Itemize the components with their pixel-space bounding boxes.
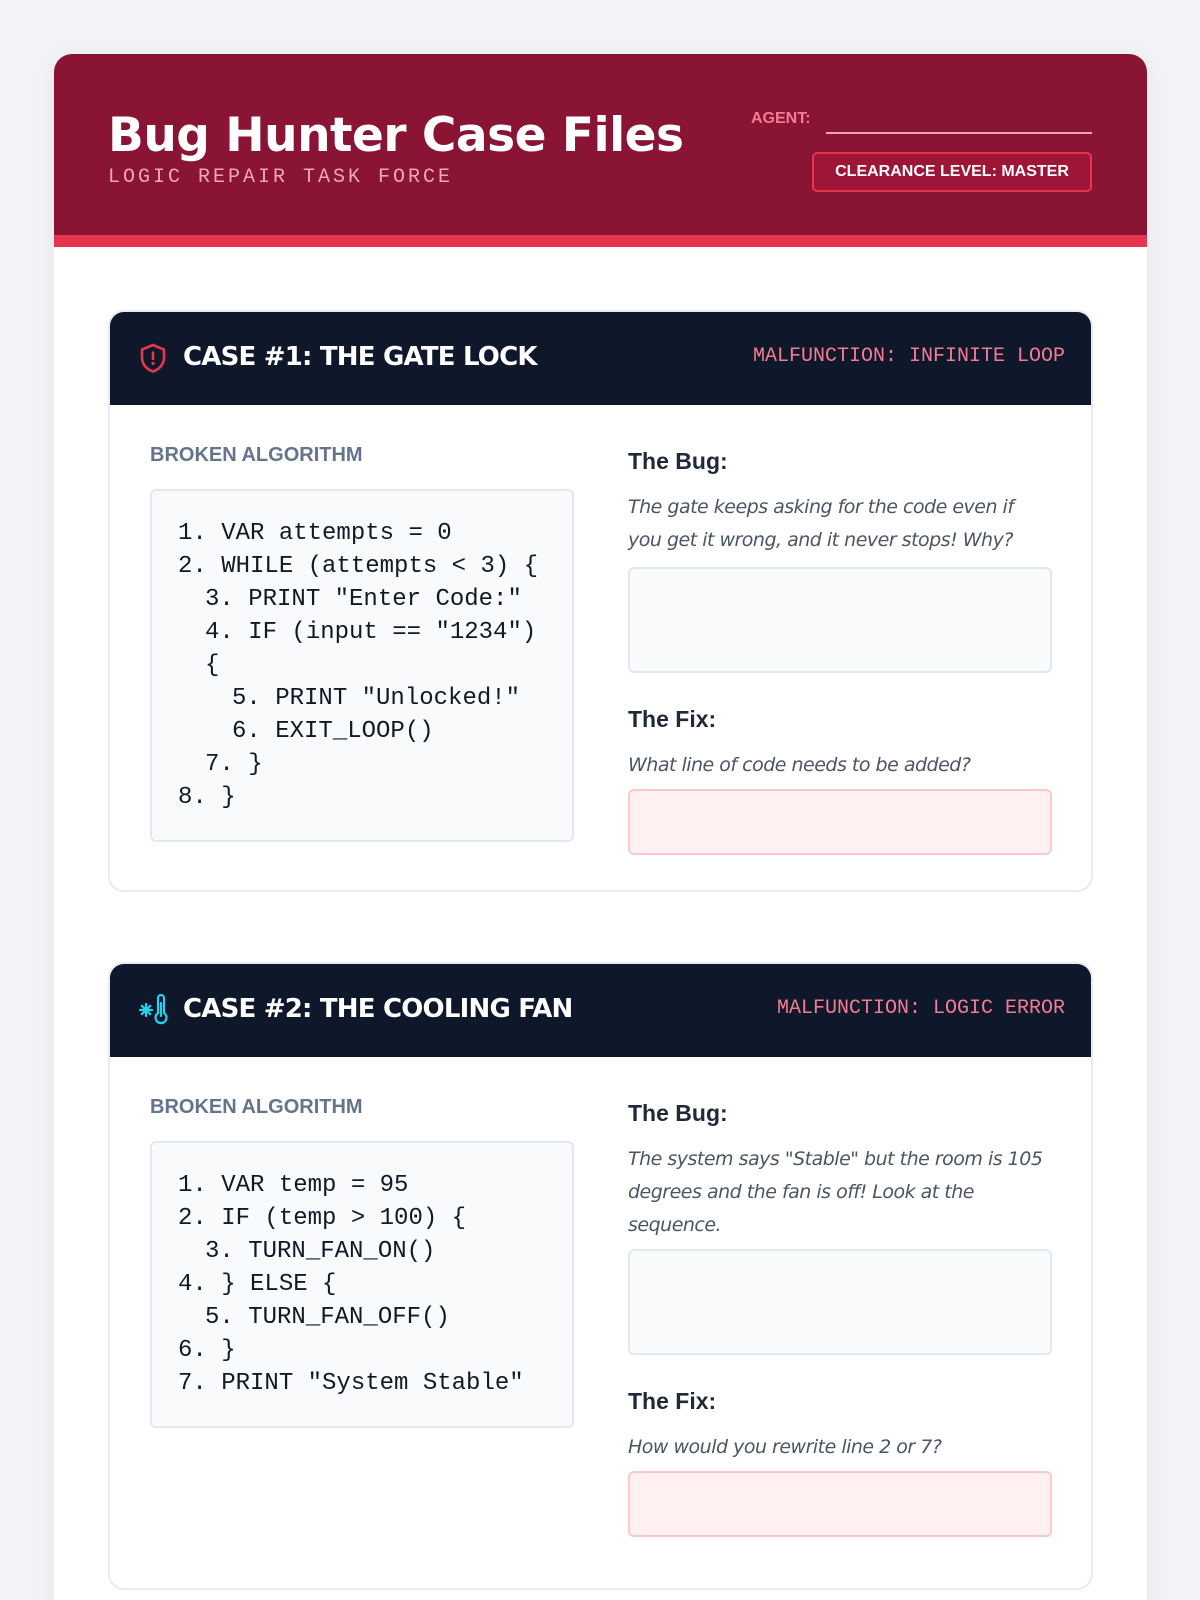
clearance-badge: CLEARANCE LEVEL: MASTER <box>812 152 1092 192</box>
code-line: 1. VAR attempts = 0 <box>178 520 452 547</box>
code-line: 4. } ELSE { <box>178 1271 337 1298</box>
code-line: 3. TURN_FAN_ON() <box>205 1238 436 1265</box>
algorithm-label: BROKEN ALGORITHM <box>150 1096 363 1118</box>
code-line: 1. VAR temp = 95 <box>178 1172 409 1199</box>
fix-answer-box[interactable] <box>628 1471 1052 1537</box>
code-line: 5. PRINT "Unlocked!" <box>232 685 521 712</box>
case-card-1 <box>108 310 1093 892</box>
bug-heading: The Bug: <box>628 448 728 474</box>
case-header <box>110 964 1091 1057</box>
fix-answer-box[interactable] <box>628 789 1052 855</box>
code-line: { <box>205 652 220 679</box>
code-line: 7. PRINT "System Stable" <box>178 1370 524 1397</box>
bug-question: The system says "Stable" but the room is 105 degrees and the fan is off! Look at the sequence. <box>628 1148 1043 1236</box>
page-subtitle: LOGIC REPAIR TASK FORCE <box>108 166 454 189</box>
bug-answer-box[interactable] <box>628 1249 1052 1355</box>
code-block <box>150 1141 574 1428</box>
code-line: 6. } <box>178 1337 236 1364</box>
code-line: 8. } <box>178 784 236 811</box>
code-line: 2. IF (temp > 100) { <box>178 1205 467 1232</box>
bug-question: The gate keeps asking for the code even if you get it wrong, and it never stops! Why? <box>628 496 1014 551</box>
case-files-worksheet <box>54 54 1147 1600</box>
case-title: CASE #2: THE COOLING FAN <box>183 994 573 1024</box>
thermometer-snowflake-icon <box>138 994 168 1026</box>
code-line: 2. WHILE (attempts < 3) { <box>178 553 539 580</box>
algorithm-label: BROKEN ALGORITHM <box>150 444 363 466</box>
fix-question: What line of code needs to be added? <box>628 754 971 776</box>
page-header <box>54 54 1147 247</box>
case-header <box>110 312 1091 405</box>
case-card-2 <box>108 962 1093 1590</box>
code-line: 5. TURN_FAN_OFF() <box>205 1304 450 1331</box>
code-line: 7. } <box>205 751 263 778</box>
malfunction-label: MALFUNCTION: INFINITE LOOP <box>752 345 1065 368</box>
malfunction-label: MALFUNCTION: LOGIC ERROR <box>776 997 1065 1020</box>
fix-heading: The Fix: <box>628 1388 717 1414</box>
agent-label: AGENT: <box>751 110 811 127</box>
agent-name-field[interactable] <box>826 132 1092 134</box>
code-line: 4. IF (input == "1234") <box>205 619 537 646</box>
bug-answer-box[interactable] <box>628 567 1052 673</box>
case-title: CASE #1: THE GATE LOCK <box>183 342 537 372</box>
page-title: Bug Hunter Case Files <box>108 108 684 163</box>
fix-heading: The Fix: <box>628 706 717 732</box>
code-line: 6. EXIT_LOOP() <box>232 718 434 745</box>
code-block <box>150 489 574 842</box>
code-line: 3. PRINT "Enter Code:" <box>205 586 522 613</box>
bug-heading: The Bug: <box>628 1100 728 1126</box>
fix-question: How would you rewrite line 2 or 7? <box>628 1436 942 1458</box>
shield-alert-icon <box>138 342 168 374</box>
